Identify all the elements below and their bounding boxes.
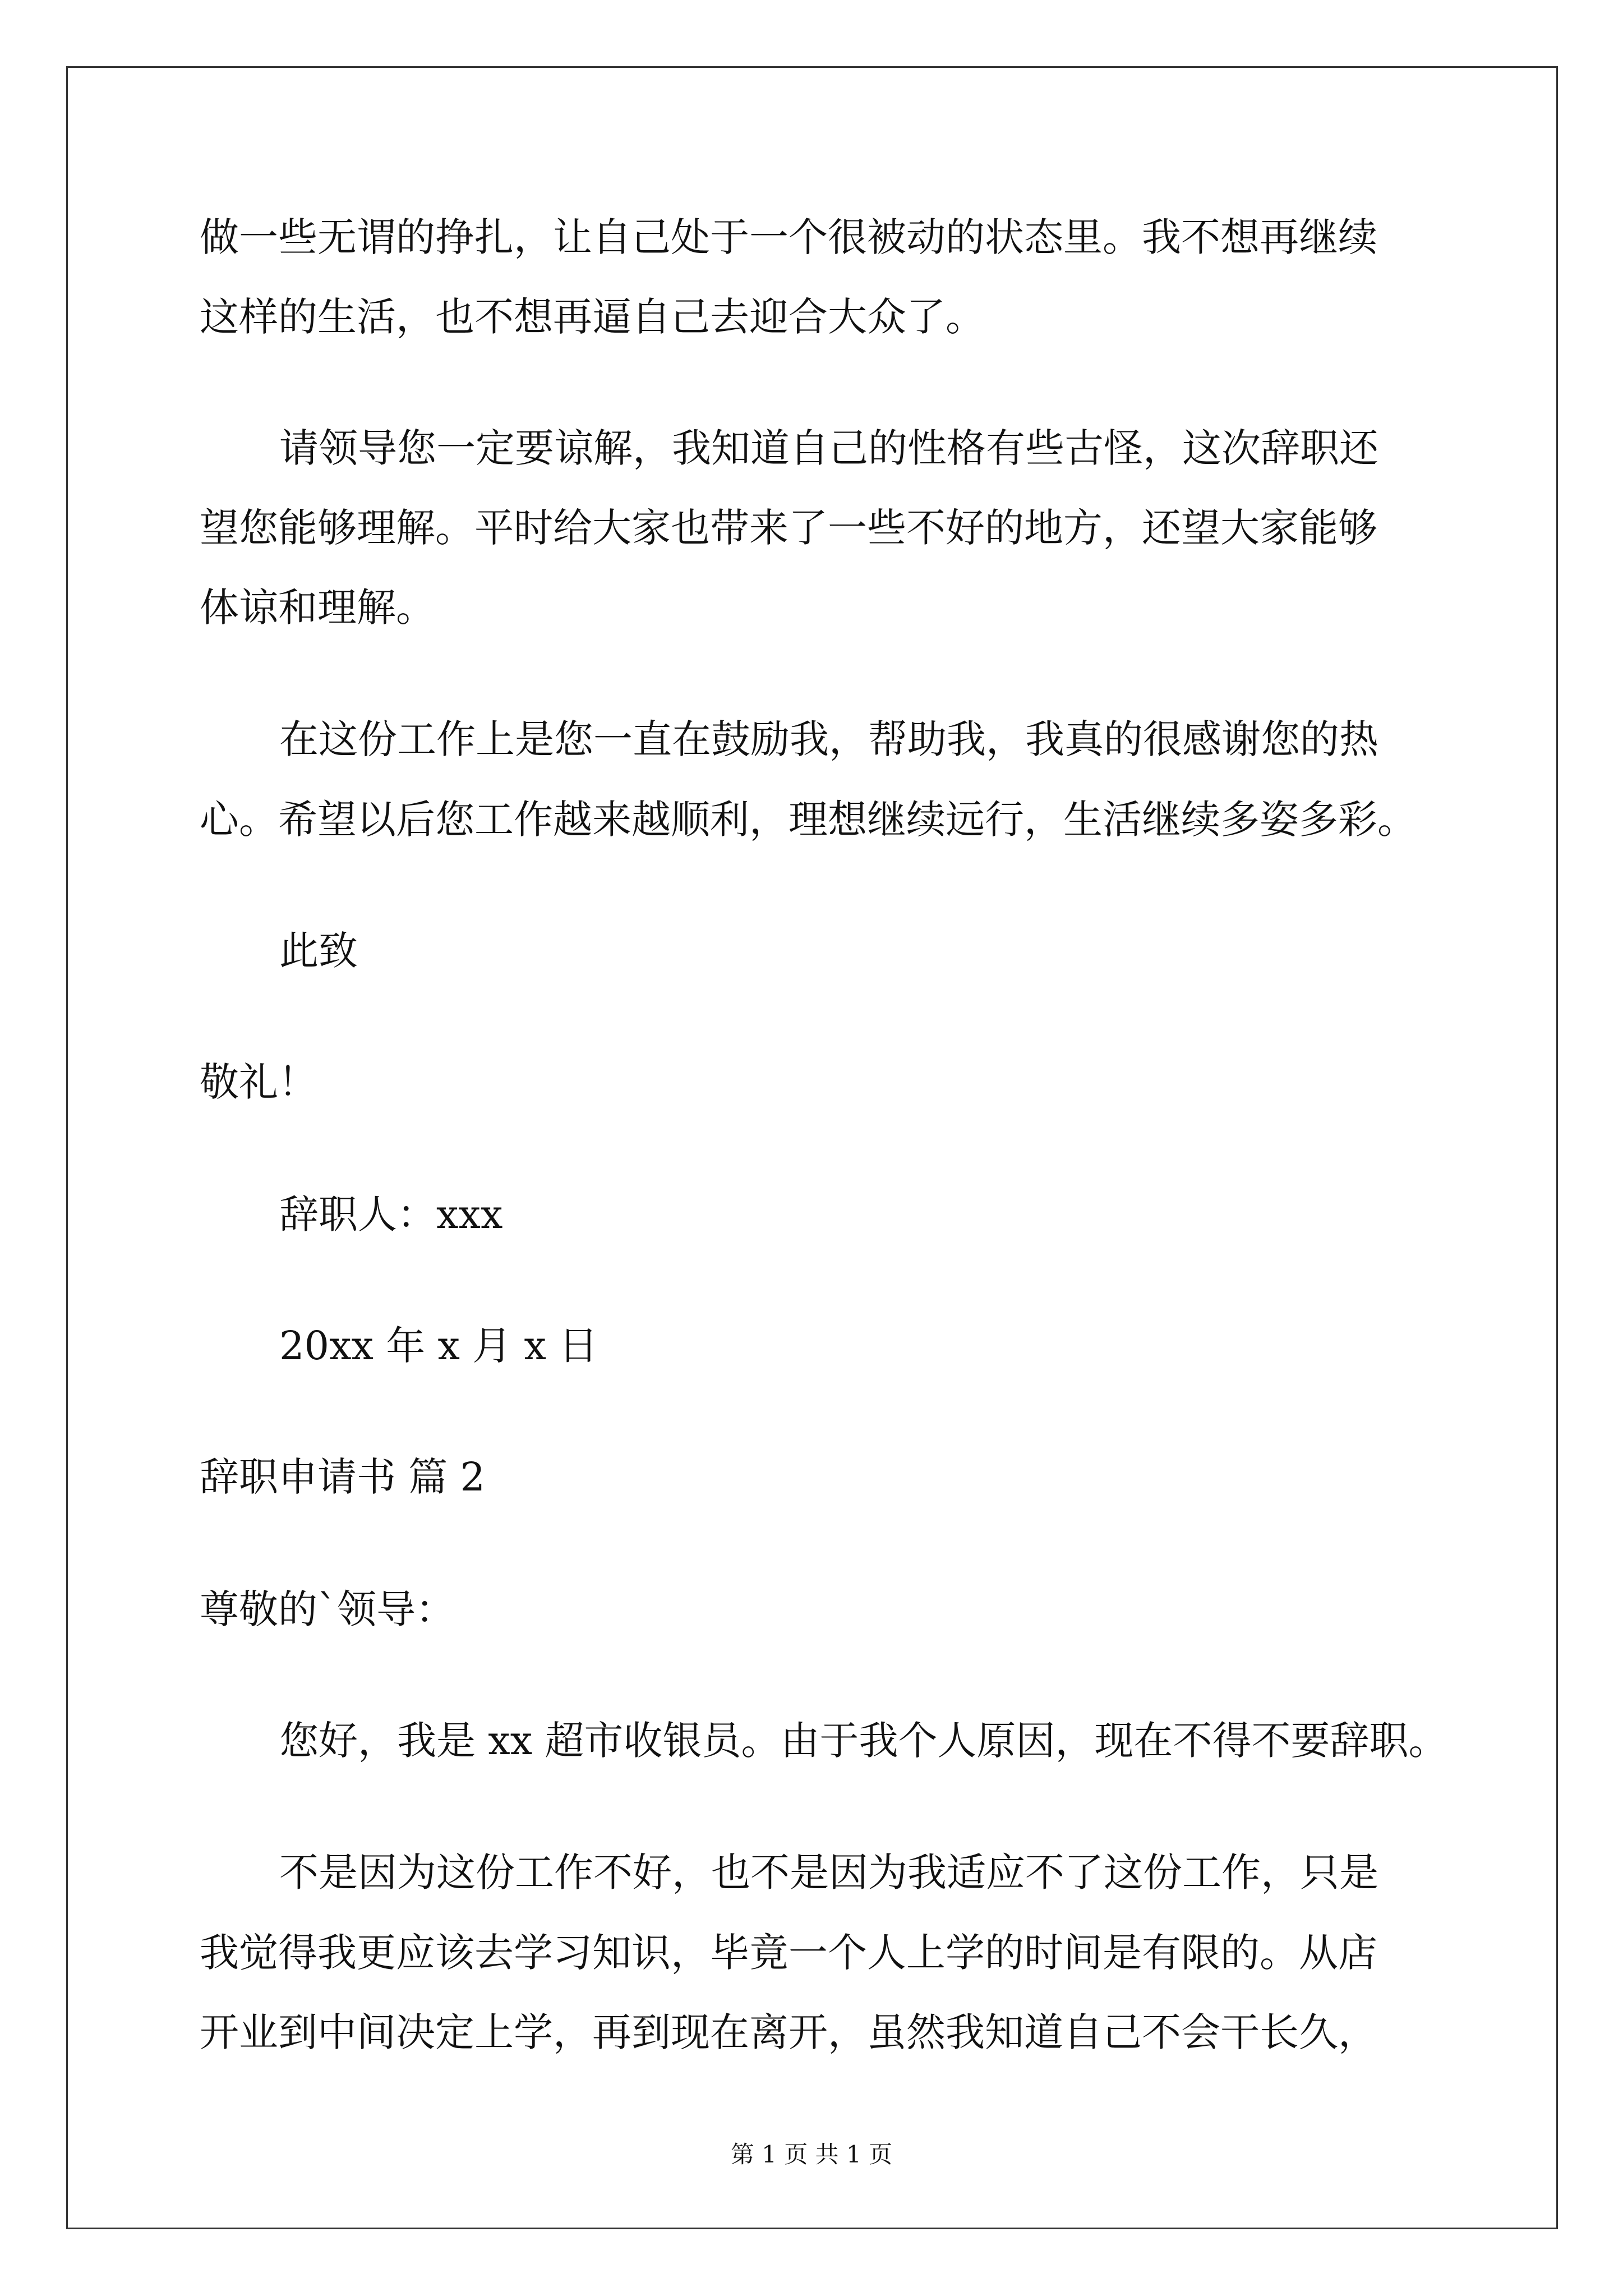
greeting-line: 尊敬的`领导： [200, 1586, 455, 1632]
signature-line: 辞职人：xxx [279, 1191, 503, 1237]
body-line: 开业到中间决定上学，再到现在离开，虽然我知道自己不会干长久， [200, 2009, 1377, 2055]
body-line: 体谅和理解。 [200, 585, 435, 631]
date-line: 20xx 年 x 月 x 日 [279, 1323, 598, 1369]
body-line: 请领导您一定要谅解，我知道自己的性格有些古怪，这次辞职还 [279, 425, 1378, 471]
body-line: 在这份工作上是您一直在鼓励我，帮助我，我真的很感谢您的热 [279, 716, 1378, 762]
page-border [66, 66, 1558, 2229]
body-line: 这样的生活，也不想再逼自己去迎合大众了。 [200, 294, 985, 340]
closing-regards: 敬礼！ [200, 1059, 317, 1105]
body-line: 不是因为这份工作不好，也不是因为我适应不了这份工作，只是 [279, 1849, 1378, 1895]
body-line: 做一些无谓的挣扎，让自己处于一个很被动的状态里。我不想再继续 [200, 214, 1377, 260]
body-line: 心。希望以后您工作越来越顺利，理想继续远行，生活继续多姿多彩。 [200, 797, 1417, 843]
body-line: 我觉得我更应该去学习知识，毕竟一个人上学的时间是有限的。从店 [200, 1930, 1377, 1976]
body-line: 您好，我是 xx 超市收银员。由于我个人原因，现在不得不要辞职。 [279, 1718, 1448, 1764]
page-footer: 第 1 页 共 1 页 [730, 2141, 893, 2168]
closing-salutation: 此致 [279, 928, 358, 974]
body-line: 望您能够理解。平时给大家也带来了一些不好的地方，还望大家能够 [200, 505, 1377, 551]
section-heading: 辞职申请书 篇 2 [200, 1454, 486, 1500]
